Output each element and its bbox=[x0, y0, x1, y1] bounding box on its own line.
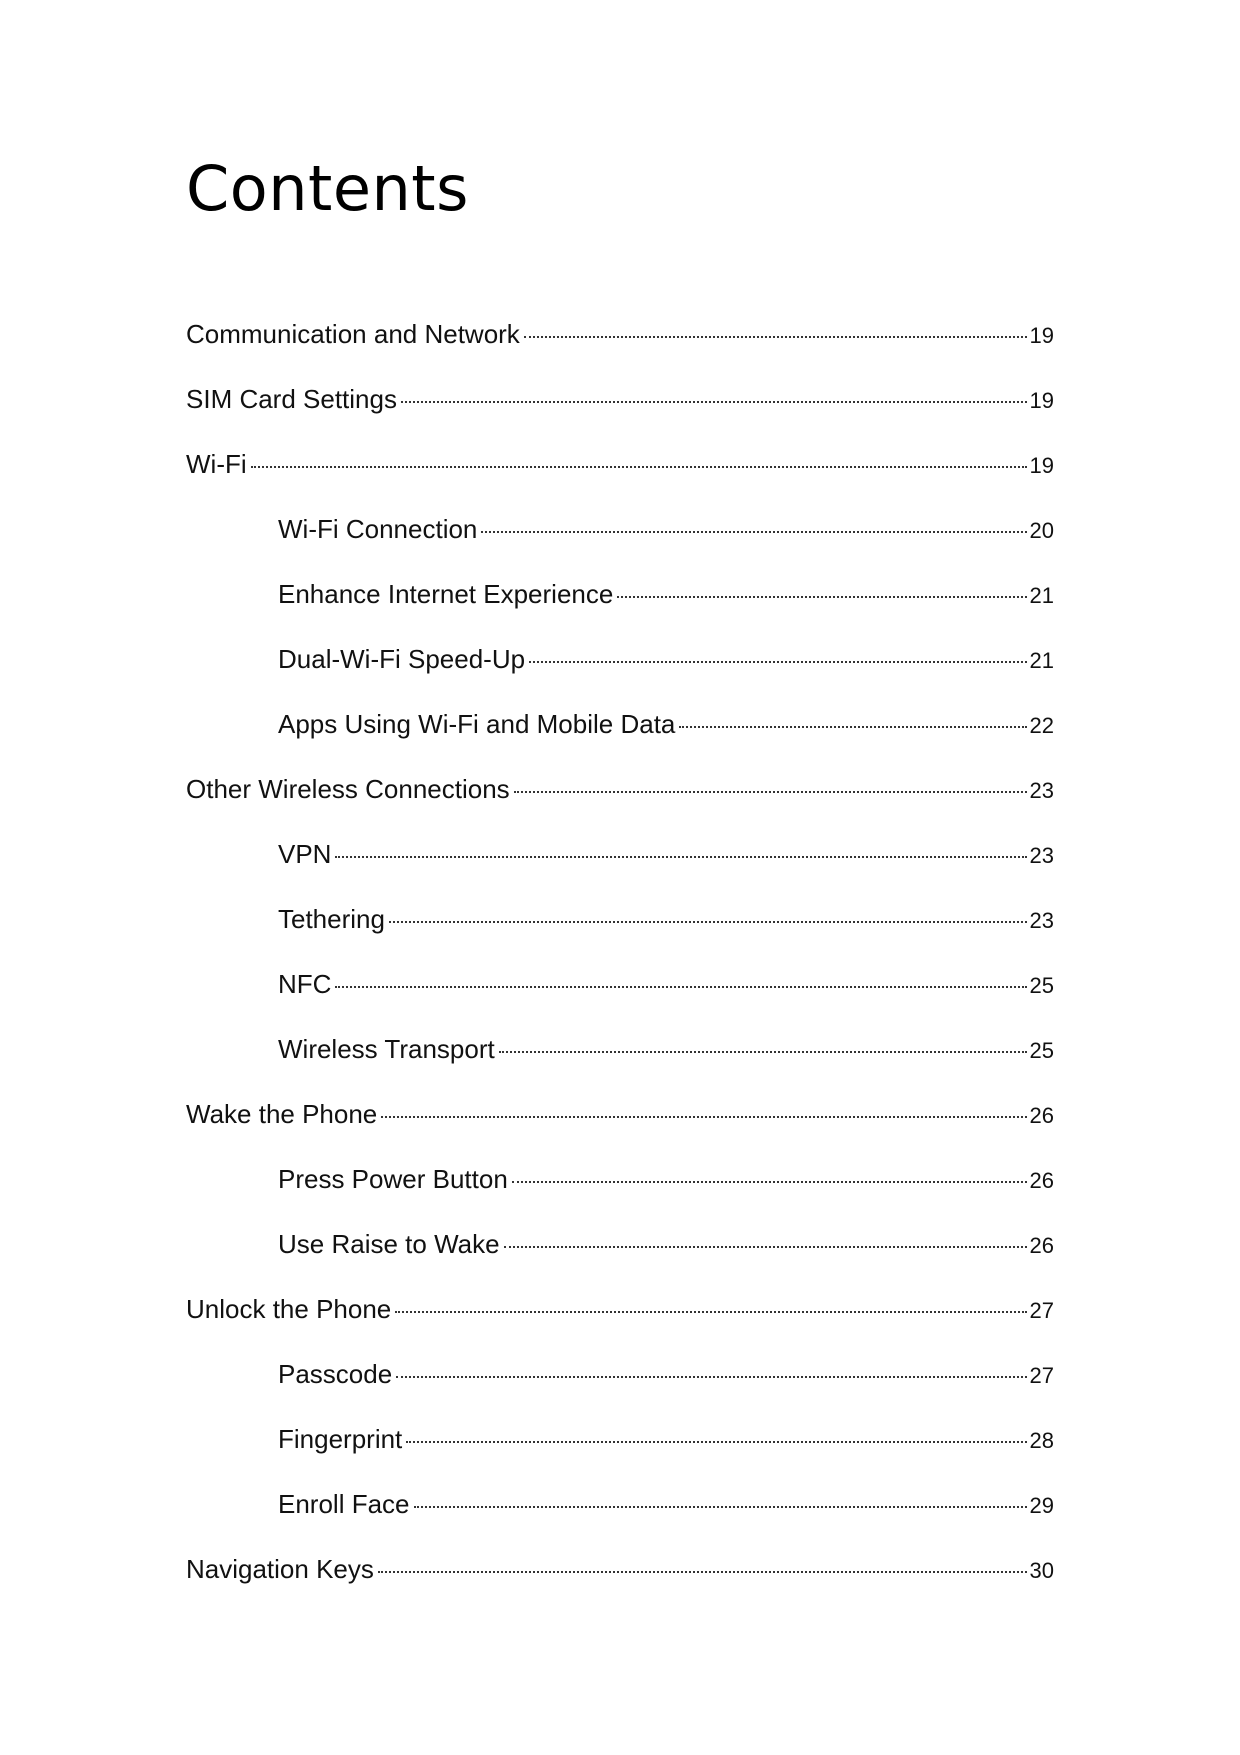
dot-leader bbox=[481, 531, 1026, 533]
toc-entry-page-number: 19 bbox=[1029, 388, 1054, 413]
dot-leader bbox=[514, 791, 1027, 793]
dot-leader bbox=[335, 986, 1026, 988]
toc-subentry[interactable] bbox=[186, 1228, 1054, 1293]
dot-leader bbox=[378, 1571, 1027, 1573]
toc-entry-page-number: 25 bbox=[1029, 1038, 1054, 1063]
dot-leader bbox=[414, 1506, 1027, 1508]
toc-entry-label: SIM Card Settings bbox=[186, 384, 397, 414]
toc-entry-label: Passcode bbox=[278, 1359, 393, 1389]
toc-subentry[interactable] bbox=[186, 903, 1054, 968]
toc-entry[interactable] bbox=[186, 1553, 1054, 1618]
dot-leader bbox=[251, 466, 1027, 468]
dot-leader bbox=[529, 661, 1026, 663]
toc-entry[interactable] bbox=[186, 383, 1054, 448]
toc-subentry[interactable] bbox=[186, 578, 1054, 643]
toc-subentry[interactable] bbox=[186, 643, 1054, 708]
toc-subentry[interactable] bbox=[186, 1033, 1054, 1098]
toc-entry[interactable] bbox=[186, 773, 1054, 838]
toc-entry-label: Apps Using Wi-Fi and Mobile Data bbox=[278, 709, 676, 739]
toc-entry-label: Use Raise to Wake bbox=[278, 1229, 500, 1259]
toc-entry-label: VPN bbox=[278, 839, 332, 869]
dot-leader bbox=[524, 336, 1027, 338]
toc-entry-label: Unlock the Phone bbox=[186, 1294, 392, 1324]
toc-entry-label: Enhance Internet Experience bbox=[278, 579, 614, 609]
dot-leader bbox=[406, 1441, 1026, 1443]
dot-leader bbox=[512, 1181, 1027, 1183]
dot-leader bbox=[389, 921, 1027, 923]
toc-entry-page-number: 21 bbox=[1029, 648, 1054, 673]
toc-entry-page-number: 29 bbox=[1029, 1493, 1054, 1518]
toc-subentry[interactable] bbox=[186, 1163, 1054, 1228]
toc-subentry[interactable] bbox=[186, 1358, 1054, 1423]
toc-entry-page-number: 23 bbox=[1029, 908, 1054, 933]
toc-entry-page-number: 27 bbox=[1029, 1298, 1054, 1323]
toc-entry-page-number: 26 bbox=[1029, 1103, 1054, 1128]
toc-entry-label: Enroll Face bbox=[278, 1489, 410, 1519]
dot-leader bbox=[401, 401, 1027, 403]
toc-entry-label: Wi-Fi bbox=[186, 449, 247, 479]
toc-entry-label: Wireless Transport bbox=[278, 1034, 495, 1064]
toc-entry[interactable] bbox=[186, 318, 1054, 383]
toc-entry-label: Other Wireless Connections bbox=[186, 774, 510, 804]
dot-leader bbox=[381, 1116, 1026, 1118]
toc-subentry[interactable] bbox=[186, 1423, 1054, 1488]
page-title: Contents bbox=[186, 152, 469, 225]
dot-leader bbox=[679, 726, 1026, 728]
dot-leader bbox=[335, 856, 1026, 858]
toc-entry[interactable] bbox=[186, 1293, 1054, 1358]
toc-subentry[interactable] bbox=[186, 513, 1054, 578]
dot-leader bbox=[396, 1376, 1026, 1378]
toc-entry-label: NFC bbox=[278, 969, 332, 999]
dot-leader bbox=[617, 596, 1026, 598]
toc-entry-label: Wi-Fi Connection bbox=[278, 514, 478, 544]
dot-leader bbox=[499, 1051, 1027, 1053]
toc-entry-page-number: 30 bbox=[1029, 1558, 1054, 1583]
toc-subentry[interactable] bbox=[186, 838, 1054, 903]
toc-entry-page-number: 19 bbox=[1029, 323, 1054, 348]
toc-entry-page-number: 26 bbox=[1029, 1168, 1054, 1193]
toc-entry-page-number: 23 bbox=[1029, 843, 1054, 868]
table-of-contents bbox=[186, 318, 1054, 1618]
toc-entry[interactable] bbox=[186, 448, 1054, 513]
toc-entry[interactable] bbox=[186, 1098, 1054, 1163]
toc-subentry[interactable] bbox=[186, 968, 1054, 1033]
dot-leader bbox=[504, 1246, 1027, 1248]
toc-entry-label: Wake the Phone bbox=[186, 1099, 378, 1129]
toc-entry-page-number: 19 bbox=[1029, 453, 1054, 478]
toc-entry-page-number: 25 bbox=[1029, 973, 1054, 998]
toc-entry-page-number: 22 bbox=[1029, 713, 1054, 738]
toc-entry-page-number: 23 bbox=[1029, 778, 1054, 803]
toc-entry-label: Press Power Button bbox=[278, 1164, 508, 1194]
toc-entry-label: Fingerprint bbox=[278, 1424, 403, 1454]
toc-entry-page-number: 20 bbox=[1029, 518, 1054, 543]
dot-leader bbox=[395, 1311, 1026, 1313]
toc-entry-label: Navigation Keys bbox=[186, 1554, 374, 1584]
toc-entry-page-number: 21 bbox=[1029, 583, 1054, 608]
toc-subentry[interactable] bbox=[186, 708, 1054, 773]
toc-entry-page-number: 27 bbox=[1029, 1363, 1054, 1388]
toc-entry-label: Communication and Network bbox=[186, 319, 520, 349]
toc-entry-page-number: 26 bbox=[1029, 1233, 1054, 1258]
toc-entry-label: Tethering bbox=[278, 904, 385, 934]
toc-entry-label: Dual-Wi-Fi Speed-Up bbox=[278, 644, 526, 674]
toc-entry-page-number: 28 bbox=[1029, 1428, 1054, 1453]
toc-subentry[interactable] bbox=[186, 1488, 1054, 1553]
